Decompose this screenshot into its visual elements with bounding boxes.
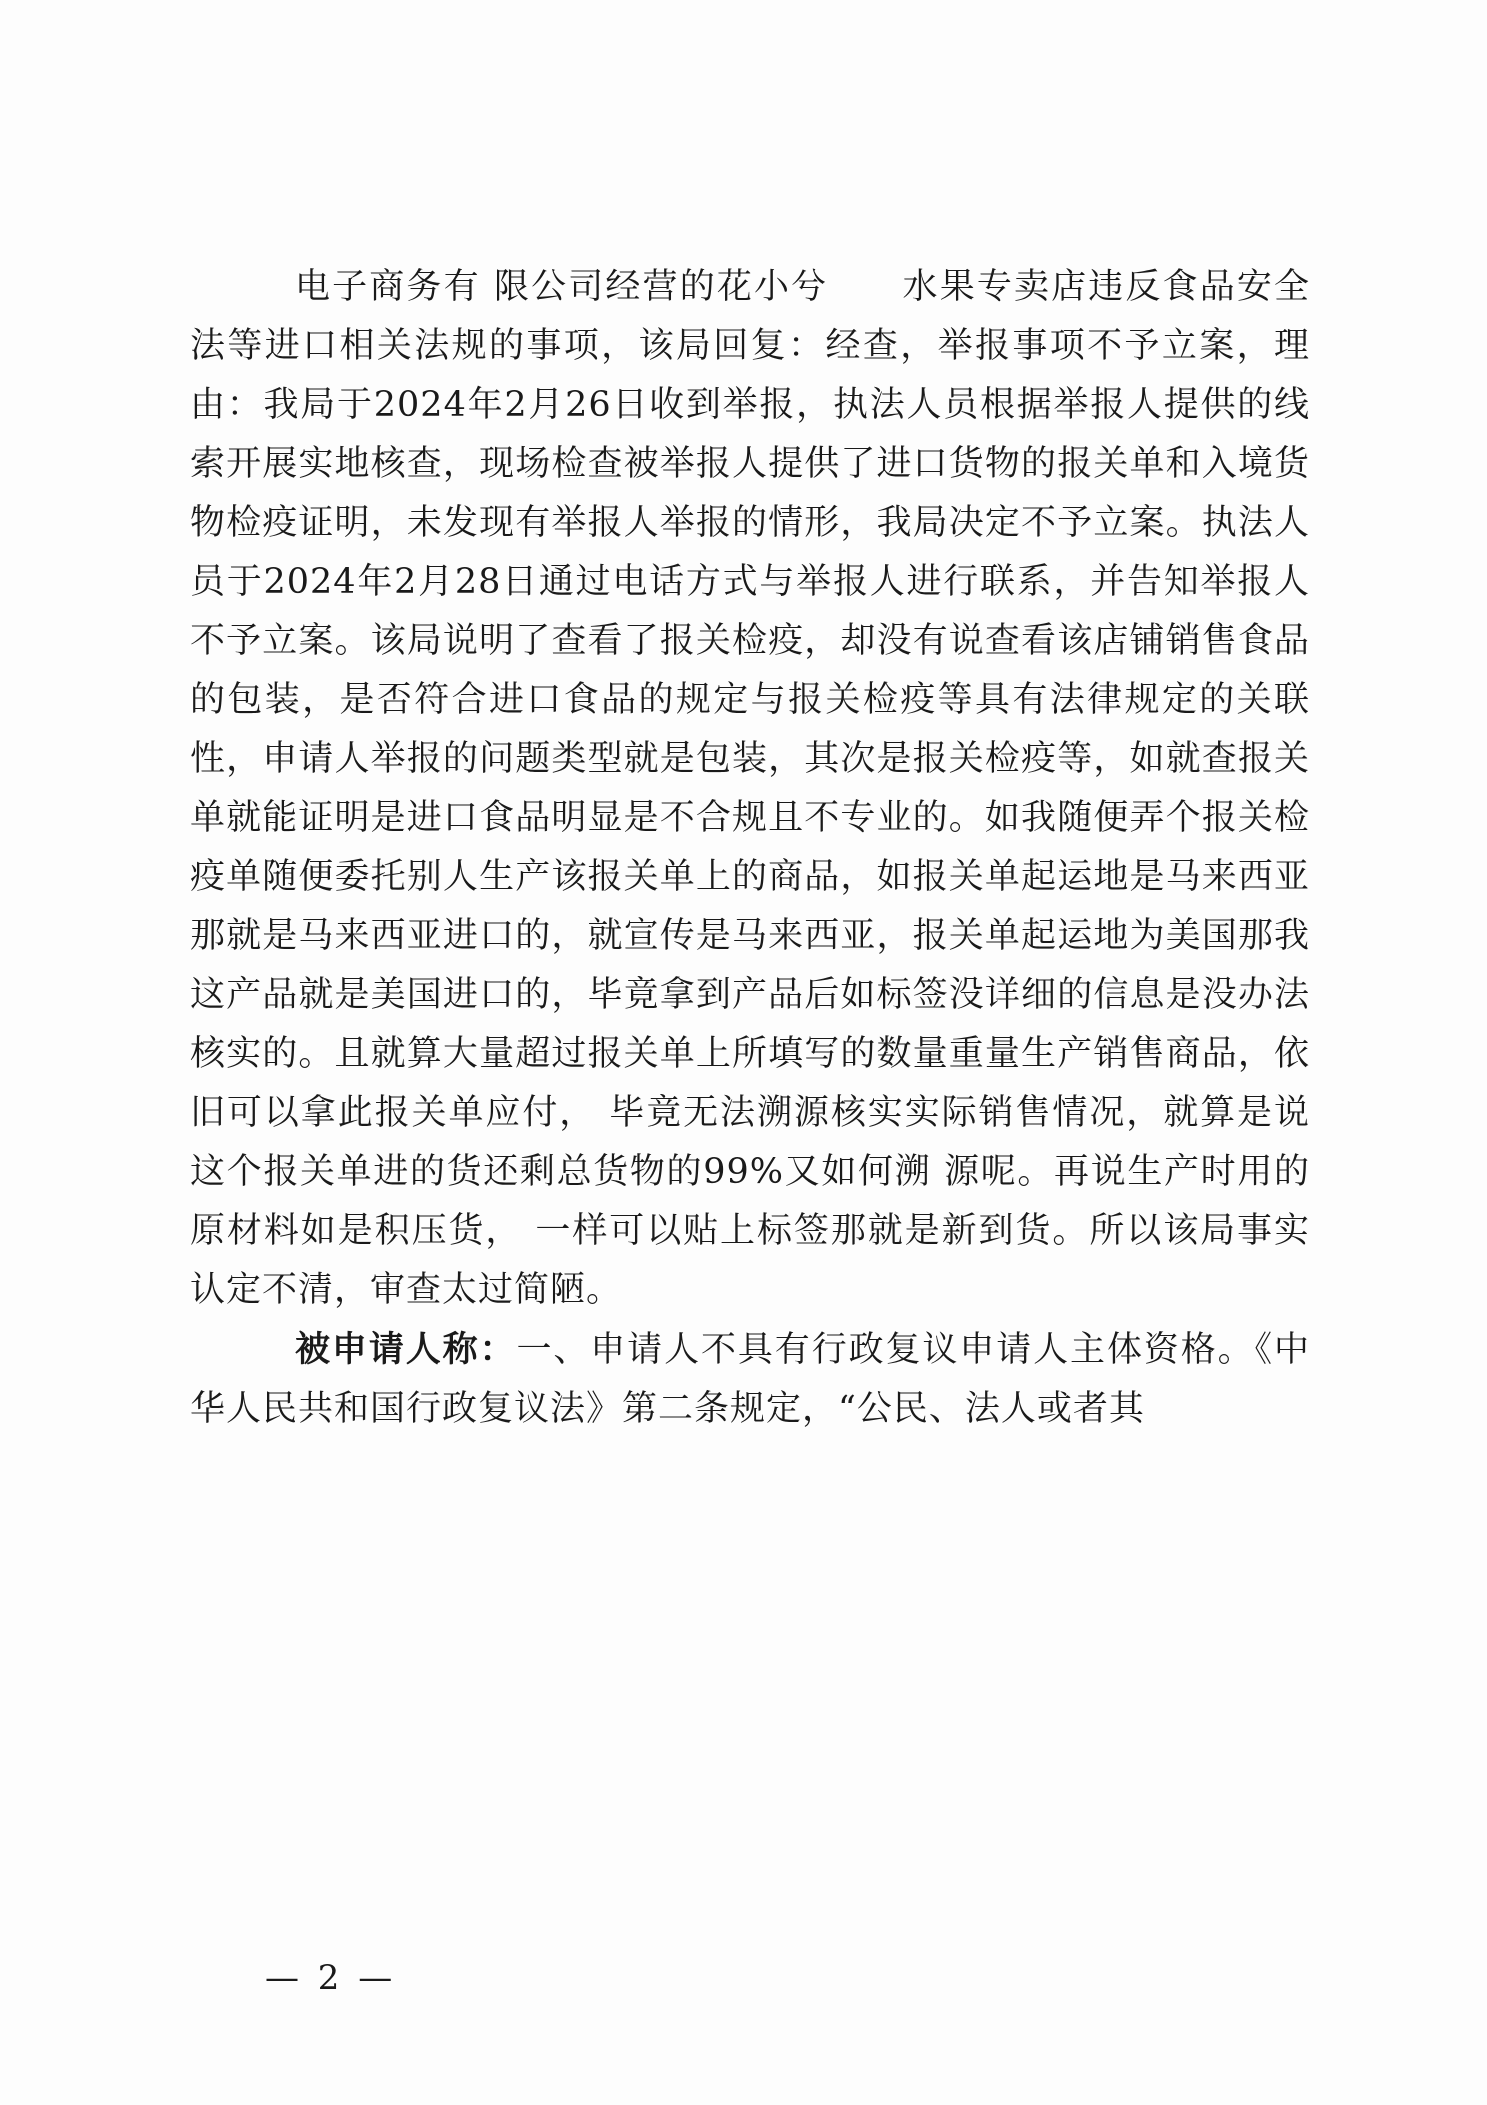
document-body <box>190 258 1310 1439</box>
paragraph-text: 一、申请人不具有行政复议申请人主体资格。《中华人民共和国行政复议法》第二条规定，“公民、法人或者其 <box>190 1330 1310 1429</box>
paragraph-respondent-statement <box>190 1320 1310 1439</box>
page-number: — 2 — <box>265 1958 397 1998</box>
paragraph-text: 电子商务有 限公司经营的花小兮 水果专卖店违反食品安全法等进口相关法规的事项，该局回复：经查，举报事项不予立案，理由：我局于2024年2月26日收到举报，执法人员根据举报人提供的线索开展实地核查，现场检查被举报人提供了进口货物的报关单和入境货物检疫证明，未发现有举报人举报的情形，我局决定不予立案。执法人员于2024年2月28日通过电话方式与举报人进行联系，并告知举报人不予立案。该局说明了查看了报关检疫，却没有说查看该店铺销售食品的包装，是否符合进口食品的规定与报关检疫等具有法律规定的关联 性，申请人举报的问题类型就是包装，其次是报关检疫等，如就查报关单就能证明是进口食品明显是不合规且不专业的。如我随便弄个报关检疫单随便委托别人生产该报关单上的商品，如报关单起运地是马来西亚那就是马来西亚进口的，就宣传是马来西亚，报关单起运地为美国那我这产品就是美国进口的，毕竟拿到产品后如标签没详细的信息是没办法核实的。且就算大量超过报关单上所填写的数量重量生产销售商品，依旧可以拿此报关单应付， 毕竟无法溯源核实实际销售情况，就算是说这个报关单进的货还剩总货物的99%又如何溯 源呢。再说生产时用的原材料如是积压货， 一样可以贴上标签那就是新到货。所以该局事实认定不清，审查太过简陋。 <box>190 267 1310 1310</box>
respondent-lead: 被申请人称： <box>295 1329 517 1370</box>
paragraph-complaint-reply <box>190 258 1310 1320</box>
